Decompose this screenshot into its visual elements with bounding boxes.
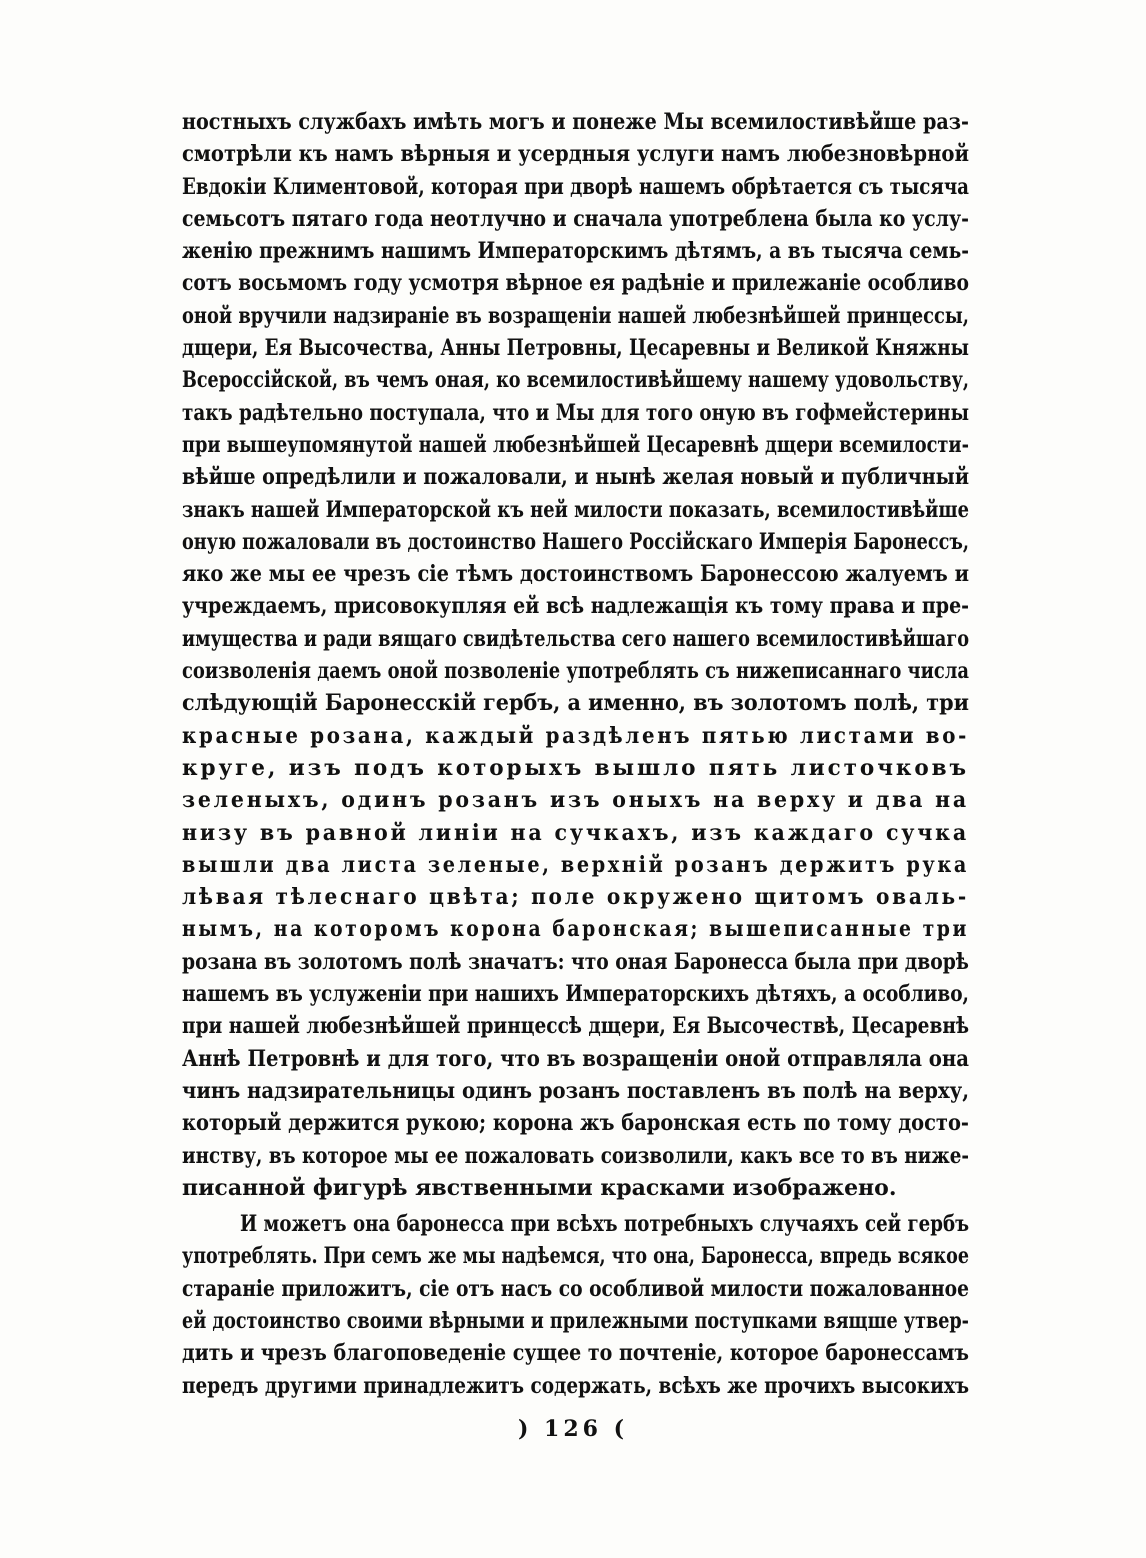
paragraph-2 [182,1208,969,1402]
text-line: розана въ золотомъ полѣ значатъ: что оная Баронесса была при дворѣ [182,948,969,975]
text-line: сотъ восьмомъ году усмотря вѣрное ея радѣніе и прилежаніе особливо [182,270,969,297]
text-line: писанной фигурѣ явственными красками изображено. [182,1174,897,1201]
text-line: который держится рукою; корона жъ баронская есть по тому досто- [182,1110,969,1137]
text-line: нымъ, на которомъ корона баронская; вышеписанные три [182,916,969,943]
text-line: лѣвая тѣлеснаго цвѣта; поле окружено щитомъ оваль- [182,884,969,911]
text-line: вѣйше опредѣлили и пожаловали, и нынѣ желая новый и публичный [182,464,969,491]
text-line: дить и чрезъ благоповеденіе сущее то почтеніе, которое баронессамъ [182,1340,969,1367]
page-number: ) 126 ( [517,1416,629,1442]
text-line: инству, въ которое мы ее пожаловать соизволили, какъ все то въ ниже- [182,1142,970,1169]
text-line: чинъ надзирательницы одинъ розанъ поставленъ въ полѣ на верху, [182,1077,970,1104]
text-line: соизволенія даемъ оной позволеніе употреблять съ нижеписаннаго числа [182,658,970,685]
text-line: при нашей любезнѣйшей принцессѣ дщери, Ея Высочествѣ, Цесаревнѣ [182,1013,970,1040]
text-line: семьсотъ пятаго года неотлучно и сначала употреблена была ко услу- [182,205,969,232]
text-line: яко же мы ее чрезъ сіе тѣмъ достоинствомъ Баронессою жалуемъ и [182,561,969,588]
text-line: зеленыхъ, одинъ розанъ изъ оныхъ на верху и два на [182,787,969,814]
text-line: стараніе приложитъ, сіе отъ насъ со особливой милости пожалованное [182,1275,970,1302]
text-line: слѣдующій Баронесскій гербъ, а именно, въ золотомъ полѣ, три [182,690,969,717]
text-line: учреждаемъ, присовокупляя ей всѣ надлежащія къ тому права и пре- [182,593,970,620]
text-line: дщери, Ея Высочества, Анны Петровны, Цесаревны и Великой Княжны [182,335,969,362]
text-line: Евдокіи Климентовой, которая при дворѣ нашемъ обрѣтается съ тысяча [182,173,969,200]
text-line: употреблять. При семъ же мы надѣемся, что она, Баронесса, впредь всякое [182,1243,969,1270]
text-line: Всероссійской, въ чемъ оная, ко всемилостивѣйшему нашему удовольству, [182,367,969,394]
text-line: нашемъ въ услуженіи при нашихъ Императорскихъ дѣтяхъ, а особливо, [182,981,969,1008]
text-line: ей достоинство своими вѣрными и прилежными поступками вящше утвер- [182,1307,969,1334]
text-line: низу въ равной линіи на сучкахъ, изъ каждаго сучка [182,819,970,846]
text-line: оную пожаловали въ достоинство Нашего Россійскаго Имперія Баронессъ, [182,528,970,555]
paragraph-1 [182,106,969,1204]
text-line: смотрѣли къ намъ вѣрныя и усердныя услуги намъ любезновѣрной [182,141,970,168]
text-line: имущества и ради вящаго свидѣтельства сего нашего всемилостивѣйшаго [182,625,970,652]
text-line: оной вручили надзираніе въ возращеніи нашей любезнѣйшей принцессы, [182,302,970,329]
text-line: женію прежнимъ нашимъ Императорскимъ дѣтямъ, а въ тысяча семь- [182,238,969,265]
text-line: вышли два листа зеленые, верхній розанъ держитъ рука [182,851,969,878]
text-line: ностныхъ службахъ имѣть могъ и понеже Мы всемилостивѣйше раз- [182,109,969,135]
text-line: Аннѣ Петровнѣ и для того, что въ возращеніи оной отправляла она [182,1045,970,1072]
text-line: знакъ нашей Императорской къ ней милости показать, всемилостивѣйше [182,496,970,523]
text-line: передъ другими принадлежитъ содержать, всѣхъ же прочихъ высокихъ [182,1372,970,1399]
text-line: такъ радѣтельно поступала, что и Мы для того оную въ гофмейстерины [182,399,970,426]
text-line: красные розана, каждый раздѣленъ пятью листами во- [182,722,970,749]
text-line: И можетъ она баронесса при всѣхъ потребныхъ случаяхъ сей гербъ [240,1211,970,1238]
text-line: при вышеупомянутой нашей любезнѣйшей Цесаревнѣ дщери всемилости- [182,431,969,458]
text-line: круге, изъ подъ которыхъ вышло пять листочковъ [182,754,969,781]
body-text [182,106,969,1402]
